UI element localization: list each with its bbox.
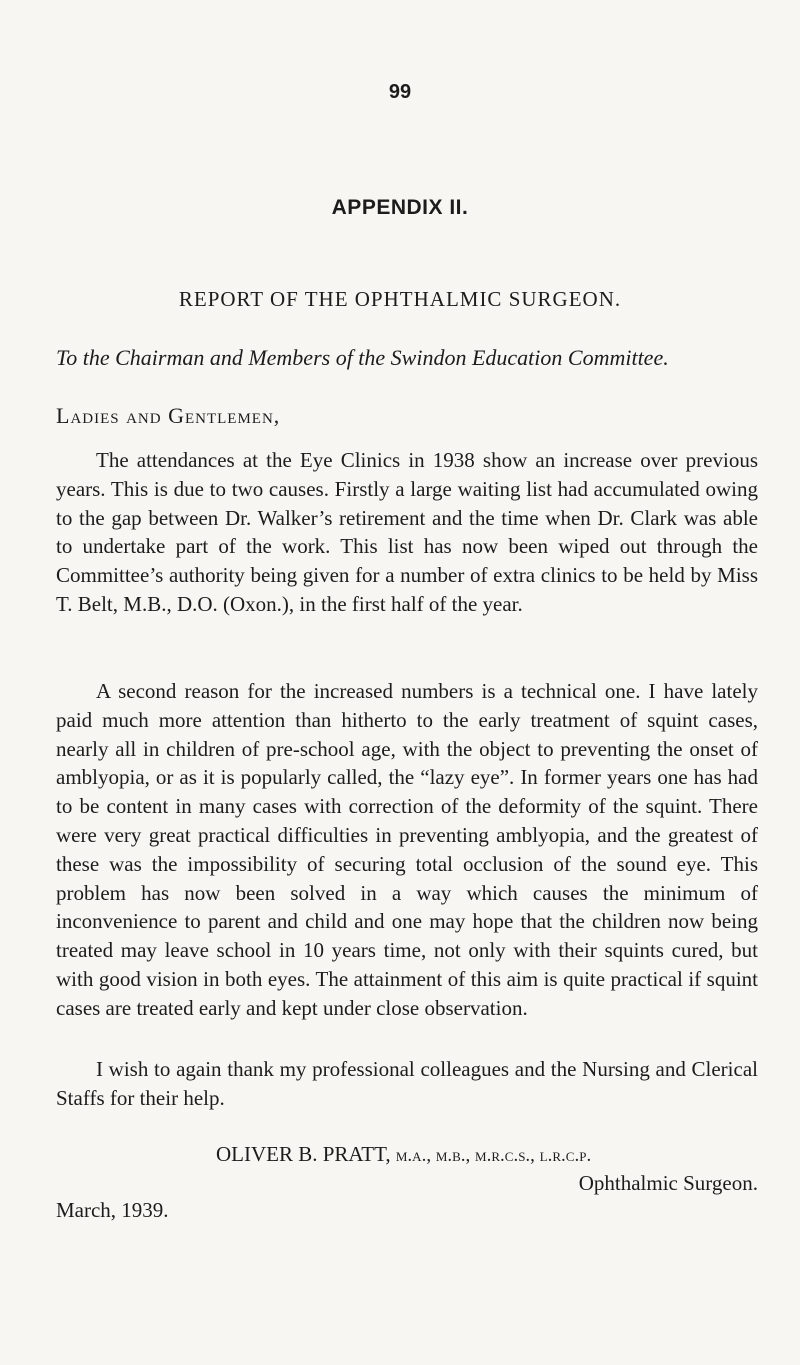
body-paragraph: A second reason for the increased numbers is a technical one. I have lately paid much more attention than hitherto to the early treatment of squint cases, nearly all in children of pre-school age, with the object to preventing the onset of amblyopia, or as it is popularly called, the “lazy eye”. In former years one has had to be content in many cases with correction of the deformity of the squint. There were very great practical difficulties in preventing amblyopia, and the greatest of these was the impossibility of securing total occlusion of the sound eye. This problem has now been solved in a way which causes the minimum of inconvenience to parent and child and one may hope that the children now being treated may leave school in 10 years time, not only with their squints cured, but with good vision in both eyes. The attainment of this aim is quite practical if squint cases are treated early and kept under close observation. <box>56 679 758 1020</box>
addressee-line: To the Chairman and Members of the Swindon Education Committee. <box>56 345 669 370</box>
report-title: REPORT OF THE OPHTHALMIC SURGEON. <box>178 287 622 311</box>
signature-name: OLIVER B. PRATT, <box>216 1142 391 1166</box>
body-paragraph: The attendances at the Eye Clinics in 1938 show an increase over previous years. This is due to two causes. Firstly a large waiting list had accumulated owing to the gap between Dr. Walker’s retirement and the time when Dr. Clark was able to undertake part of the work. This list has now been wiped out through the Committee’s authority being given for a number of extra clinics to be held by Miss T. Belt, M.B., D.O. (Oxon.), in the first half of the year. <box>56 448 758 616</box>
salutation: Ladies and Gentlemen, <box>56 403 281 428</box>
signature-role: Ophthalmic Surgeon. <box>578 1171 758 1195</box>
page-number: 99 <box>388 81 412 103</box>
appendix-heading: APPENDIX II. <box>331 196 469 219</box>
signature-qualifications: m.a., m.b., m.r.c.s., l.r.c.p. <box>395 1145 592 1166</box>
signature-line <box>216 1142 591 1167</box>
body-paragraph: I wish to again thank my professional colleagues and the Nursing and Clerical Staffs for their help. <box>56 1057 758 1110</box>
report-date: March, 1939. <box>56 1198 169 1222</box>
